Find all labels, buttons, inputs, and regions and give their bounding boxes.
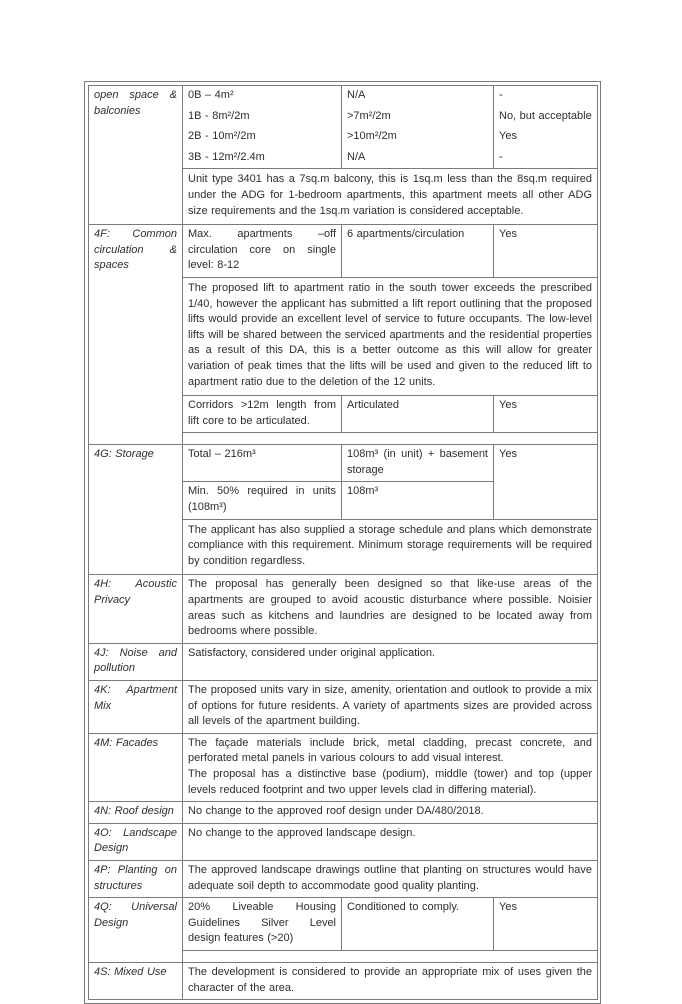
requirement-cell: 20% Liveable Housing Guidelines Silver Level design features (>20) — [183, 898, 342, 951]
table-row — [89, 962, 598, 999]
description-cell: No change to the approved landscape design. — [183, 823, 598, 860]
criterion-label-4k: 4K: Apartment Mix — [89, 681, 183, 734]
table-row — [89, 802, 598, 824]
complies-cell: Yes — [494, 445, 598, 519]
requirement-cell: Corridors >12m length from lift core to be articulated. — [183, 396, 342, 433]
empty-cell — [183, 433, 598, 445]
table-row — [89, 860, 598, 897]
description-cell: The proposed units vary in size, amenity, orientation and outlook to provide a mix of options for future residents. A variety of apartments sizes are provided across all levels of the apartment building. — [183, 681, 598, 734]
note-cell: Unit type 3401 has a 7sq.m balcony, this is 1sq.m less than the 8sq.m required under the ADG for 1-bedroom apartments, this apartment meets all other ADG size requirements and the 1sq.m variation is considered acceptable. — [183, 169, 598, 225]
description-cell: No change to the approved roof design under DA/480/2018. — [183, 802, 598, 824]
criterion-label-4h: 4H: Acoustic Privacy — [89, 575, 183, 643]
criterion-label-4g: 4G: Storage — [89, 445, 183, 575]
criterion-label-4p: 4P: Planting on structures — [89, 860, 183, 897]
table-row — [89, 681, 598, 734]
description-cell: Satisfactory, considered under original application. — [183, 643, 598, 680]
complies-cell: - — [494, 148, 598, 169]
complies-cell: Yes — [494, 127, 598, 148]
note-cell: The proposed lift to apartment ratio in the south tower exceeds the prescribed 1/40, however the applicant has submitted a lift report outlining that the proposed lifts would provide an excellent level of service to future occupants. The low-level lifts will be shared between the serviced apartments and the residential properties as a result of this DA, this is a better outcome as this will allow for greater variation of peak times that the lifts will be used and given to the reduced lift to apartment ratio due to the deletion of the 12 units. — [183, 277, 598, 395]
proposed-cell: 6 apartments/circulation — [342, 225, 494, 278]
table-row — [89, 898, 598, 951]
table-row — [89, 643, 598, 680]
requirement-cell: 1B - 8m²/2m — [183, 107, 342, 128]
criterion-label-4j: 4J: Noise and pollution — [89, 643, 183, 680]
criterion-label-4m: 4M: Facades — [89, 733, 183, 801]
proposed-cell: 108m³ (in unit) + basement storage — [342, 445, 494, 482]
table-row — [89, 86, 598, 107]
criterion-label-4q: 4Q: Universal Design — [89, 898, 183, 963]
complies-cell: - — [494, 86, 598, 107]
table-row — [89, 733, 598, 801]
requirement-cell: Min. 50% required in units (108m³) — [183, 482, 342, 519]
criterion-label-4n: 4N: Roof design — [89, 802, 183, 824]
proposed-cell: 108m³ — [342, 482, 494, 519]
table-outer-frame — [84, 81, 601, 1004]
proposed-cell: Articulated — [342, 396, 494, 433]
proposed-cell: Conditioned to comply. — [342, 898, 494, 951]
requirement-cell: 0B – 4m² — [183, 86, 342, 107]
description-cell: The development is considered to provide an appropriate mix of uses given the character of the area. — [183, 962, 598, 999]
requirement-cell: 3B - 12m²/2.4m — [183, 148, 342, 169]
complies-cell: Yes — [494, 225, 598, 278]
proposed-cell: >7m²/2m — [342, 107, 494, 128]
description-cell: The proposal has generally been designed so that like-use areas of the apartments are grouped to avoid acoustic disturbance where possible. Noisier areas such as kitchens and laundries are designed to be located away from bedrooms where possible. — [183, 575, 598, 643]
criterion-label-4o: 4O: Landscape Design — [89, 823, 183, 860]
requirement-cell: 2B - 10m²/2m — [183, 127, 342, 148]
complies-cell: Yes — [494, 396, 598, 433]
table-row — [89, 445, 598, 482]
criterion-label-open-space: open space & balconies — [89, 86, 183, 225]
complies-cell: Yes — [494, 898, 598, 951]
description-cell: The approved landscape drawings outline that planting on structures would have adequate soil depth to accommodate good quality planting. — [183, 860, 598, 897]
requirement-cell: Max. apartments –off circulation core on single level: 8-12 — [183, 225, 342, 278]
proposed-cell: N/A — [342, 86, 494, 107]
complies-cell: No, but acceptable — [494, 107, 598, 128]
criterion-label-4f: 4F: Common circulation & spaces — [89, 225, 183, 445]
table-row — [89, 823, 598, 860]
table-row — [89, 225, 598, 278]
description-cell — [183, 733, 598, 801]
adg-compliance-table — [88, 85, 598, 1000]
note-cell: The applicant has also supplied a storage schedule and plans which demonstrate compliance with this requirement. Minimum storage requirements will be required by condition regardless. — [183, 519, 598, 575]
proposed-cell: N/A — [342, 148, 494, 169]
requirement-cell: Total – 216m³ — [183, 445, 342, 482]
empty-cell — [183, 950, 598, 962]
proposed-cell: >10m²/2m — [342, 127, 494, 148]
table-row — [89, 575, 598, 643]
facades-paragraph-2: The proposal has a distinctive base (podium), middle (tower) and top (upper levels reduced footprint and two upper levels clad in differing material). — [188, 767, 592, 796]
facades-paragraph-1: The façade materials include brick, metal cladding, precast concrete, and perforated metal panels in various colours to add visual interest. — [188, 736, 592, 765]
criterion-label-4s: 4S: Mixed Use — [89, 962, 183, 999]
